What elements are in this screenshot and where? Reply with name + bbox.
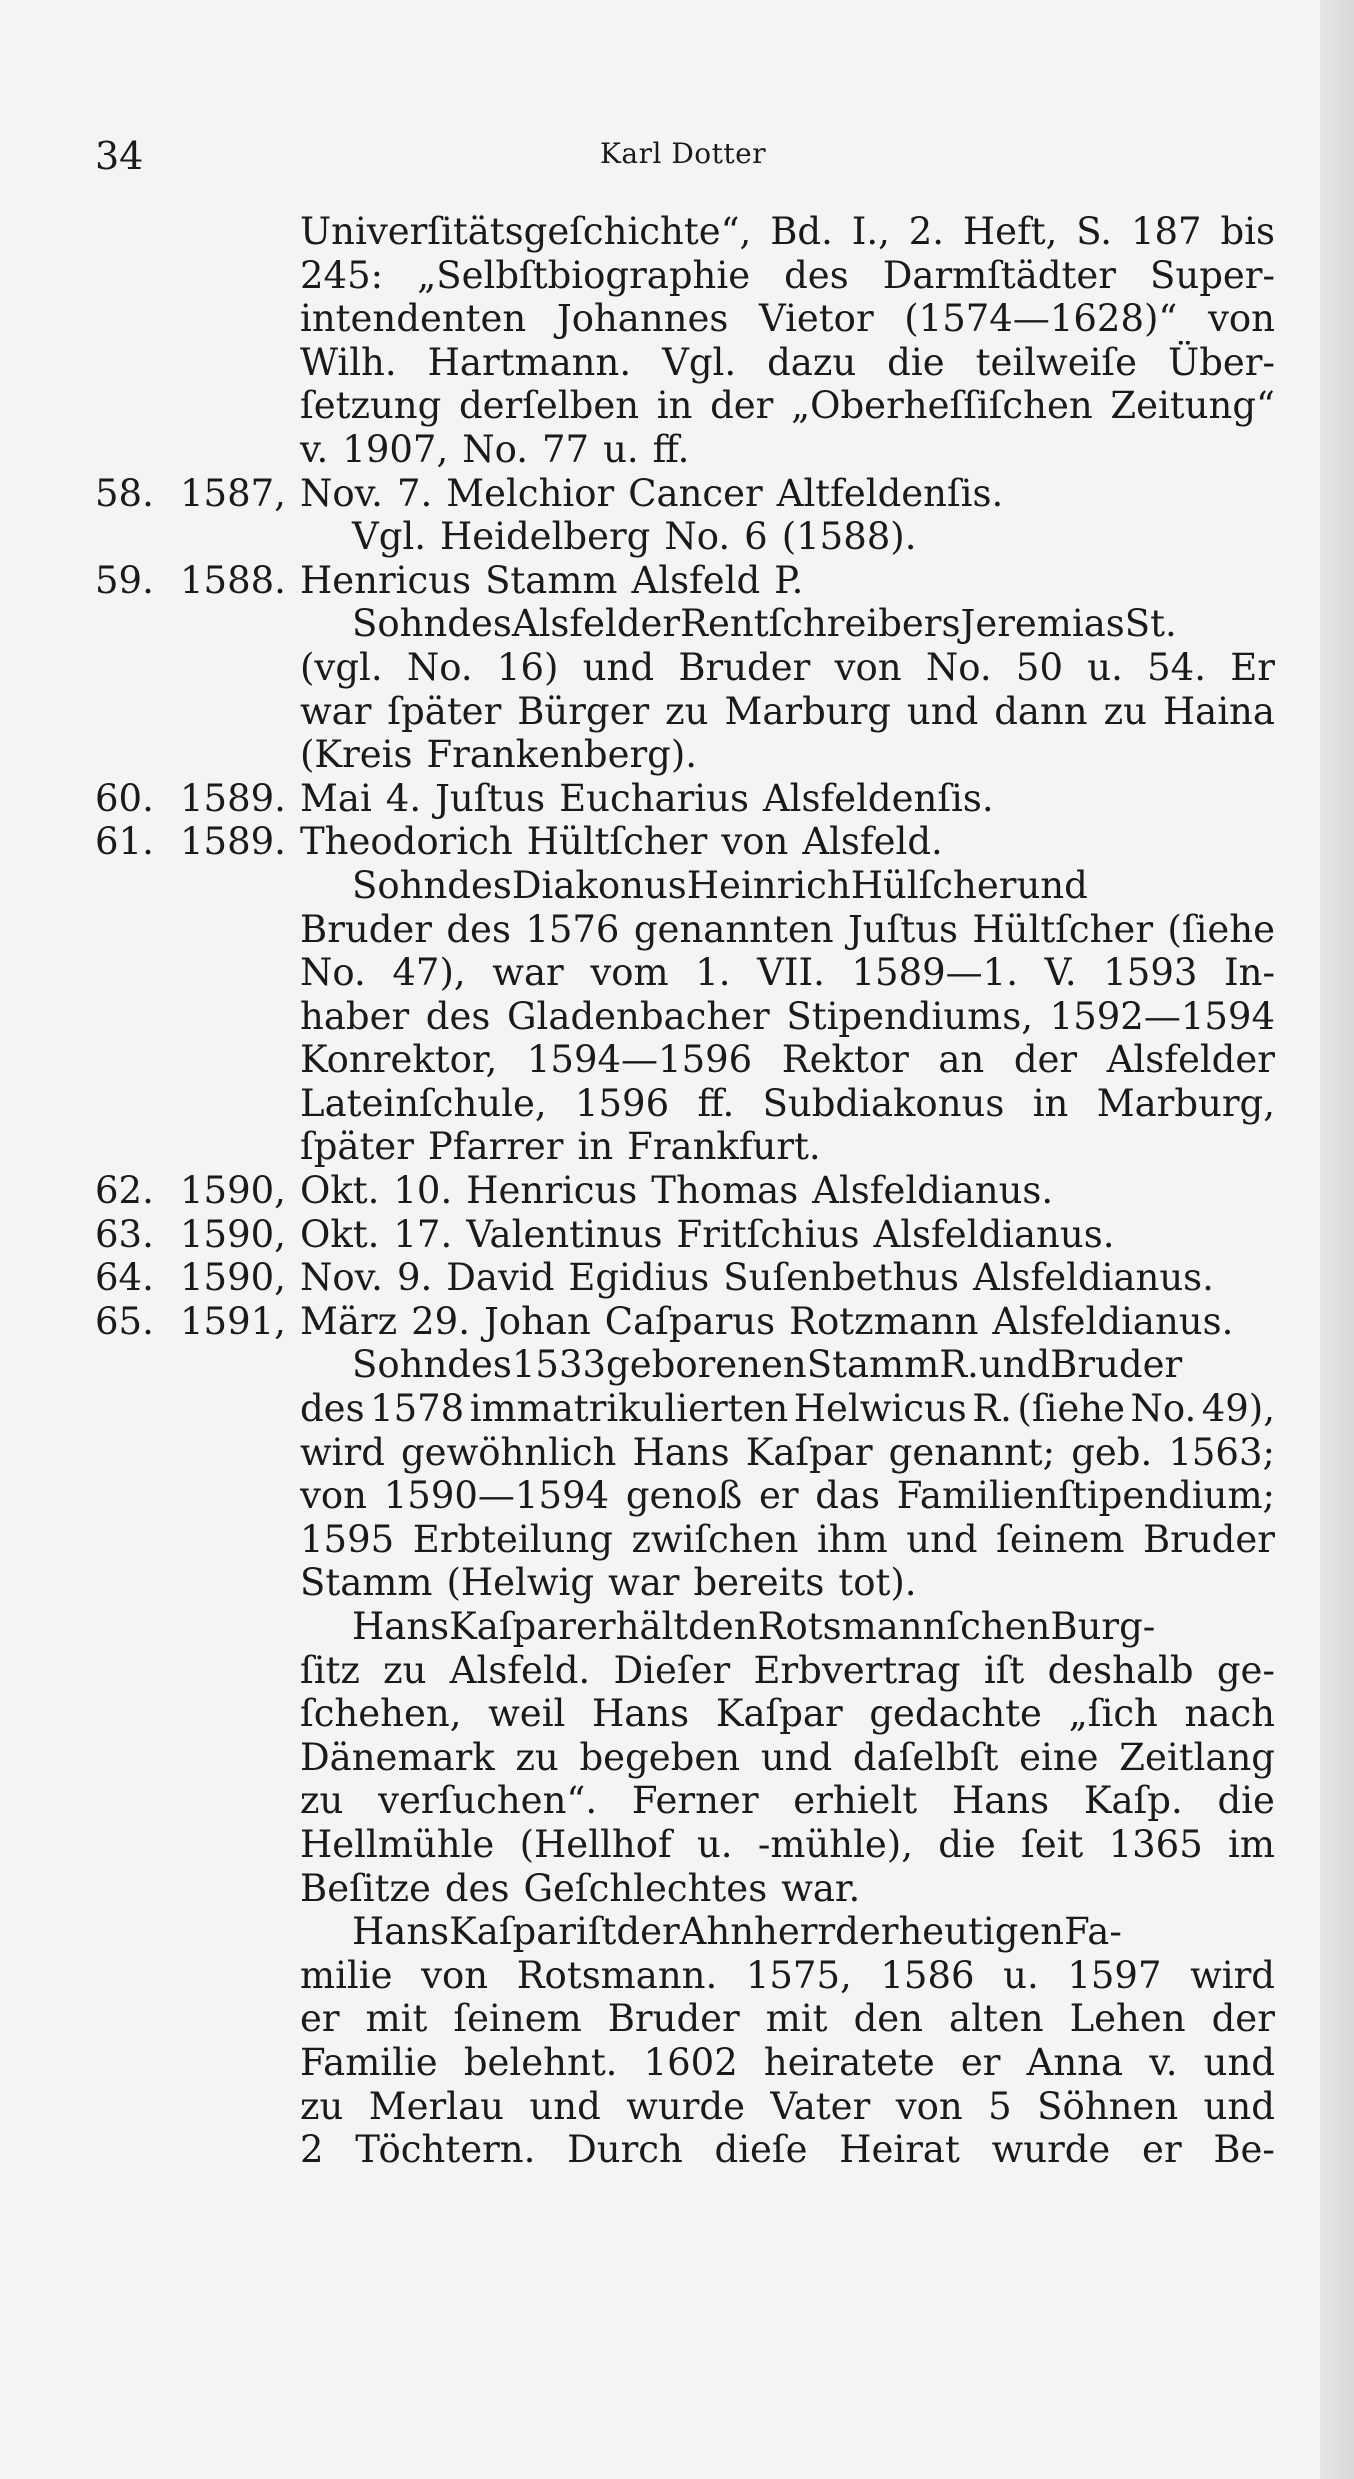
line-text: milie von Rotsmann. 1575, 1586 u. 1597 wird: [300, 1953, 1275, 1997]
register-entry-line: [95, 1256, 1275, 1300]
text-line: [95, 2041, 1275, 2085]
entry-number: 63.: [95, 1212, 154, 1256]
line-text: 2 Töchtern. Durch dieſe Heirat wurde er Be-: [300, 2128, 1275, 2172]
text-line: [95, 1692, 1275, 1736]
line-text: ſitz zu Alsfeld. Dieſer Erbvertrag iſt deshalb ge-: [300, 1648, 1275, 1692]
line-text: Konrektor, 1594—1596 Rektor an der Alsfelder: [300, 1038, 1275, 1082]
entry-year: 1590,: [180, 1256, 286, 1300]
line-text: (Kreis Frankenberg).: [300, 733, 698, 777]
entry-year: 1590,: [180, 1169, 286, 1213]
text-line: [95, 646, 1275, 690]
text-line: [95, 1954, 1275, 1998]
line-text: Okt. 10. Henricus Thomas Alsfeldianus.: [300, 1169, 1054, 1213]
page-number: 34: [95, 134, 144, 178]
text-line: [95, 1561, 1275, 1605]
line-text: Hans Kaſpar erhält den Rotsmannſchen Burg-: [352, 1605, 1156, 1648]
text-line: [95, 733, 1275, 777]
text-line: [95, 1082, 1275, 1126]
text-line: [95, 2085, 1275, 2129]
line-text: Sohn des Diakonus Heinrich Hülſcher und: [352, 863, 1088, 907]
text-line: [95, 1518, 1275, 1562]
entry-number: 61.: [95, 820, 154, 864]
line-text: Univerſitätsgeſchichte“, Bd. I., 2. Heft, S. 187 bis: [300, 210, 1275, 253]
line-text: Bruder des 1576 genannten Juſtus Hültſcher (ſiehe: [300, 907, 1275, 951]
line-text: war ſpäter Bürger zu Marburg und dann zu Haina: [300, 689, 1275, 733]
line-text: (vgl. No. 16) und Bruder von No. 50 u. 54. Er: [300, 645, 1275, 689]
text-line: [95, 515, 1275, 559]
line-text: Familie belehnt. 1602 heiratete er Anna v. und: [300, 2040, 1275, 2084]
entry-number: 65.: [95, 1299, 154, 1343]
text-line: [95, 341, 1275, 385]
text-line: [95, 1867, 1275, 1911]
text-line: [95, 297, 1275, 341]
line-text: Vgl. Heidelberg No. 6 (1588).: [352, 515, 917, 559]
text-line: [95, 384, 1275, 428]
entry-number: 64.: [95, 1256, 154, 1300]
text-line: [95, 995, 1275, 1039]
line-text: haber des Gladenbacher Stipendiums, 1592—1594: [300, 994, 1275, 1038]
text-line: [95, 1736, 1275, 1780]
line-text: Nov. 7. Melchior Cancer Altfeldenſis.: [300, 471, 1004, 515]
line-text: Wilh. Hartmann. Vgl. dazu die teilweiſe Über-: [300, 340, 1275, 384]
line-text: Beſitze des Geſchlechtes war.: [300, 1866, 861, 1910]
entry-year: 1589.: [180, 776, 286, 820]
register-entry-line: [95, 1213, 1275, 1257]
line-text: Nov. 9. David Egidius Suſenbethus Alsfeldianus.: [300, 1256, 1214, 1300]
line-text: Okt. 17. Valentinus Fritſchius Alsfeldianus.: [300, 1212, 1115, 1256]
line-text: ſchehen, weil Hans Kaſpar gedachte „ſich nach: [300, 1692, 1275, 1736]
line-text: zu verſuchen“. Ferner erhielt Hans Kaſp. die: [300, 1779, 1275, 1823]
line-text: Sohn des Alsfelder Rentſchreibers Jeremias St.: [352, 602, 1177, 646]
text-line: [95, 1823, 1275, 1867]
entry-number: 58.: [95, 471, 154, 515]
entry-year: 1587,: [180, 471, 286, 515]
register-entry-line: [95, 820, 1275, 864]
body-text: [95, 210, 1275, 2172]
text-line: [95, 1125, 1275, 1169]
line-text: des 1578 immatrikulierten Helwicus R. (ſiehe No. 49),: [300, 1387, 1275, 1431]
entry-number: 62.: [95, 1169, 154, 1213]
line-text: wird gewöhnlich Hans Kaſpar genannt; geb. 1563;: [300, 1430, 1275, 1474]
line-text: v. 1907, No. 77 u. ff.: [300, 427, 690, 471]
line-text: Dänemark zu begeben und daſelbſt eine Zeitlang: [300, 1735, 1275, 1779]
line-text: 1595 Erbteilung zwiſchen ihm und ſeinem Bruder: [300, 1517, 1275, 1561]
text-line: [95, 1649, 1275, 1693]
text-line: [95, 254, 1275, 298]
text-line: [95, 2128, 1275, 2172]
entry-number: 59.: [95, 558, 154, 602]
running-head: Karl Dotter: [600, 137, 767, 170]
register-entry-line: [95, 777, 1275, 821]
line-text: Stamm (Helwig war bereits tot).: [300, 1561, 917, 1605]
entry-year: 1588.: [180, 558, 286, 602]
text-line: [95, 428, 1275, 472]
text-line: [95, 864, 1275, 908]
text-line: [95, 1910, 1275, 1954]
page-edge: [1320, 0, 1354, 2479]
register-entry-line: [95, 1300, 1275, 1344]
text-line: [95, 951, 1275, 995]
line-text: er mit ſeinem Bruder mit den alten Lehen der: [300, 1997, 1275, 2041]
text-line: [95, 1343, 1275, 1387]
line-text: von 1590—1594 genoß er das Familienſtipendium;: [300, 1474, 1275, 1518]
text-line: [95, 1431, 1275, 1475]
line-text: 245: „Selbſtbiographie des Darmſtädter Super-: [300, 253, 1275, 297]
page-header: [95, 134, 1250, 180]
register-entry-line: [95, 1169, 1275, 1213]
entry-year: 1591,: [180, 1299, 286, 1343]
text-line: [95, 1474, 1275, 1518]
text-line: [95, 690, 1275, 734]
line-text: Lateinſchule, 1596 ff. Subdiakonus in Marburg,: [300, 1081, 1275, 1125]
line-text: No. 47), war vom 1. VII. 1589—1. V. 1593 In-: [300, 951, 1275, 995]
line-text: Theodorich Hültſcher von Alsfeld.: [300, 820, 943, 864]
text-line: [95, 1997, 1275, 2041]
register-entry-line: [95, 472, 1275, 516]
register-entry-line: [95, 559, 1275, 603]
text-line: [95, 1387, 1275, 1431]
text-line: [95, 1779, 1275, 1823]
line-text: ſetzung derſelben in der „Oberheſſiſchen Zeitung“: [300, 384, 1275, 428]
text-line: [95, 210, 1275, 254]
line-text: zu Merlau und wurde Vater von 5 Söhnen und: [300, 2084, 1275, 2128]
line-text: März 29. Johan Caſparus Rotzmann Alsfeldianus.: [300, 1299, 1234, 1343]
line-text: Mai 4. Juſtus Eucharius Alsfeldenſis.: [300, 776, 994, 820]
line-text: Sohn des 1533 geborenen Stamm R. und Bruder: [352, 1343, 1183, 1387]
line-text: ſpäter Pfarrer in Frankfurt.: [300, 1125, 821, 1169]
text-line: [95, 602, 1275, 646]
text-line: [95, 1038, 1275, 1082]
entry-year: 1590,: [180, 1212, 286, 1256]
line-text: Henricus Stamm Alsfeld P.: [300, 558, 804, 602]
line-text: Hans Kaſpar iſt der Ahnherr der heutigen Fa-: [352, 1910, 1122, 1954]
line-text: intendenten Johannes Vietor (1574—1628)“ von: [300, 297, 1275, 341]
text-line: [95, 908, 1275, 952]
text-line: [95, 1605, 1275, 1649]
entry-number: 60.: [95, 776, 154, 820]
line-text: Hellmühle (Hellhof u. -mühle), die ſeit 1365 im: [300, 1822, 1275, 1866]
entry-year: 1589.: [180, 820, 286, 864]
